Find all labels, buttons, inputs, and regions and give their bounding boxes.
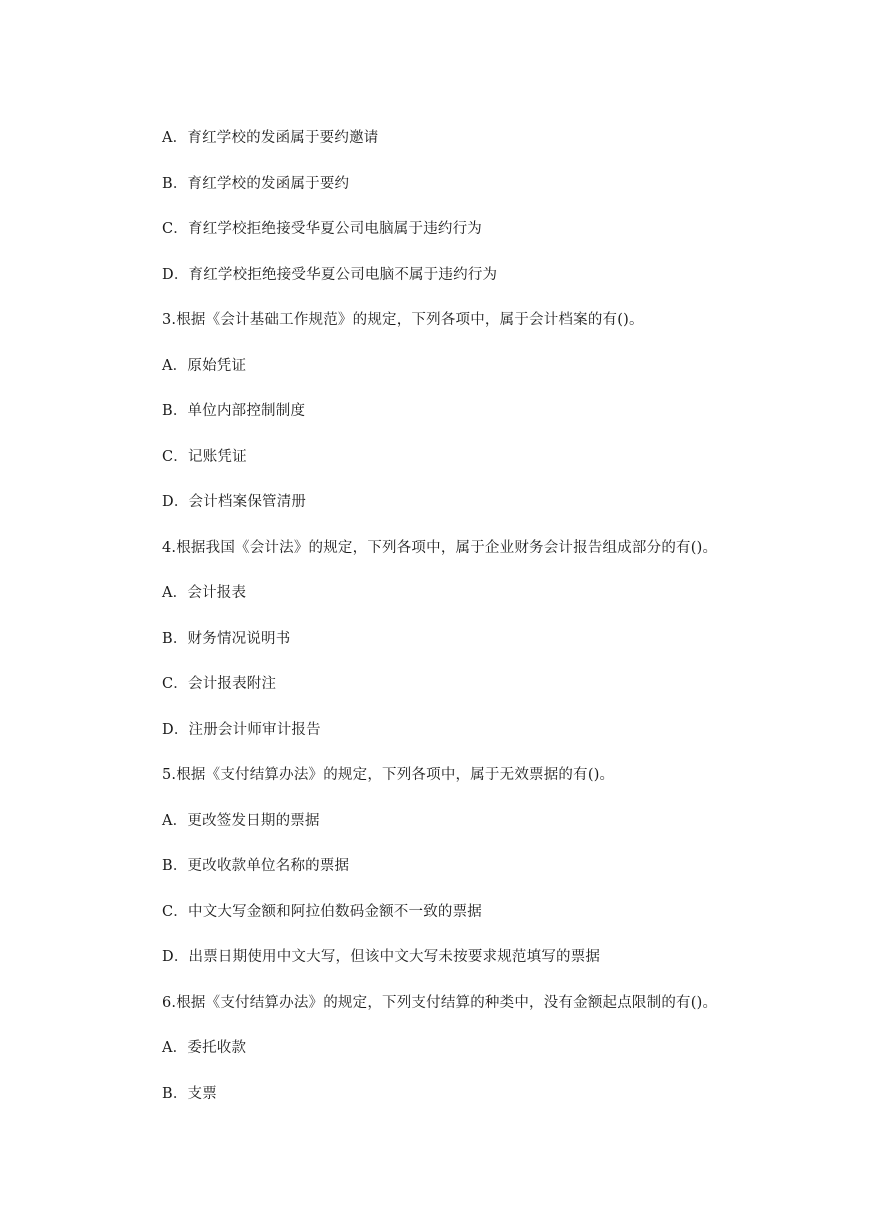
option-line: C．会计报表附注 [162, 676, 277, 692]
option-line: B．育红学校的发函属于要约 [162, 175, 350, 192]
question-line: 4.根据我国《会计法》的规定，下列各项中，属于企业财务会计报告组成部分的有()。 [162, 539, 718, 556]
option-line: D．会计档案保管清册 [162, 494, 307, 510]
option-line: B．支票 [162, 1085, 217, 1102]
option-line: B．单位内部控制制度 [162, 403, 306, 419]
option-line: C．育红学校拒绝接受华夏公司电脑属于违约行为 [162, 221, 482, 237]
option-line: B．更改收款单位名称的票据 [162, 858, 350, 874]
option-line: D．注册会计师审计报告 [162, 721, 321, 738]
question-line: 3.根据《会计基础工作规范》的规定，下列各项中，属于会计档案的有()。 [162, 312, 644, 328]
option-line: C．中文大写金额和阿拉伯数码金额不一致的票据 [162, 903, 482, 920]
option-line: D．育红学校拒绝接受华夏公司电脑不属于违约行为 [162, 266, 498, 283]
option-line: C．记账凭证 [162, 448, 247, 465]
question-line: 6.根据《支付结算办法》的规定，下列支付结算的种类中，没有金额起点限制的有()。 [162, 994, 718, 1011]
option-line: A．原始凭证 [162, 357, 247, 374]
option-line: A．会计报表 [162, 585, 247, 601]
option-line: A．更改签发日期的票据 [162, 812, 320, 829]
option-line: A．育红学校的发函属于要约邀请 [162, 130, 379, 146]
question-line: 5.根据《支付结算办法》的规定，下列各项中，属于无效票据的有()。 [162, 767, 615, 783]
option-line: D．出票日期使用中文大写，但该中文大写未按要求规范填写的票据 [162, 949, 601, 965]
document-body [162, 127, 802, 1128]
option-line: A．委托收款 [162, 1040, 247, 1056]
option-line: B．财务情况说明书 [162, 630, 291, 647]
